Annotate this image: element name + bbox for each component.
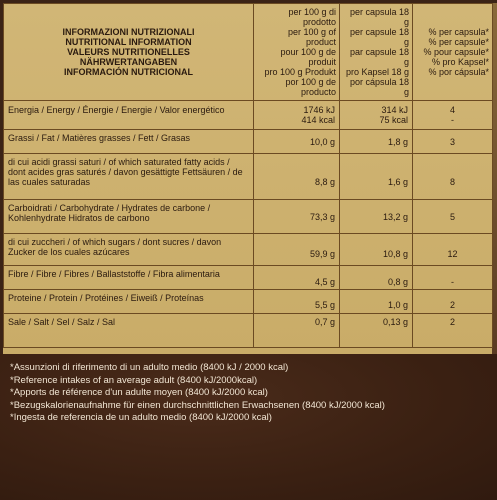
header-title-it: INFORMAZIONI NUTRIZIONALI bbox=[62, 27, 195, 37]
row-label: di cui zuccheri / of which sugars / dont sucres / davon Zucker de los cuales azúcares bbox=[4, 234, 254, 266]
nutrition-table bbox=[3, 3, 493, 348]
table-row bbox=[4, 200, 493, 234]
footnote-de: *Bezugskalorienaufnahme für einen durchschnittlichen Erwachsenen (8400 kJ/2000 kcal) bbox=[10, 399, 385, 411]
table-header-row bbox=[4, 4, 493, 101]
row-label: Fibre / Fibre / Fibres / Ballaststoffe / Fibra alimentaria bbox=[4, 266, 254, 290]
header-percap-de: pro Kapsel 18 g bbox=[345, 67, 409, 77]
header-pct-en: % per capsule* bbox=[428, 37, 489, 47]
row-percap: 1,8 g bbox=[340, 130, 413, 154]
footnote-fr: *Apports de référence d'un adulte moyen (8400 kJ/2000 kcal) bbox=[10, 387, 268, 398]
row-per100: 4,5 g bbox=[254, 266, 340, 290]
footnote-it: *Assunzioni di riferimento di un adulto medio (8400 kJ / 2000 kcal) bbox=[10, 362, 289, 373]
row-percap: 0,8 g bbox=[340, 266, 413, 290]
value: 4 bbox=[449, 105, 455, 115]
row-per100: 0,7 g bbox=[254, 314, 340, 348]
row-percap: 1,6 g bbox=[340, 154, 413, 200]
value: - bbox=[451, 115, 454, 125]
header-per100-it: per 100 g di prodotto bbox=[288, 7, 336, 27]
value: 1746 kJ bbox=[303, 105, 335, 115]
header-title-de: NÄHRWERTANGABEN bbox=[79, 57, 178, 67]
row-per100 bbox=[254, 101, 340, 130]
header-pct bbox=[413, 4, 493, 101]
footnotes bbox=[10, 362, 385, 425]
value: 314 kJ bbox=[381, 105, 408, 115]
row-pct: 2 bbox=[413, 314, 493, 348]
header-per100-de: pro 100 g Produkt bbox=[264, 67, 336, 77]
row-label: Carboidrati / Carbohydrate / Hydrates de carbone / Kohlenhydrate Hidratos de carbono bbox=[4, 200, 254, 234]
row-per100: 8,8 g bbox=[254, 154, 340, 200]
row-percap: 0,13 g bbox=[340, 314, 413, 348]
row-per100: 73,3 g bbox=[254, 200, 340, 234]
header-per100-es: por 100 g de producto bbox=[285, 77, 336, 97]
table-row bbox=[4, 101, 493, 130]
header-percap-it: per capsula 18 g bbox=[349, 7, 409, 27]
header-title-es: INFORMACIÓN NUTRICIONAL bbox=[64, 67, 193, 77]
header-title-fr: VALEURS NUTRITIONELLES bbox=[67, 47, 190, 57]
row-percap: 1,0 g bbox=[340, 290, 413, 314]
table-row bbox=[4, 314, 493, 348]
row-pct: 5 bbox=[413, 200, 493, 234]
header-pct-fr: % pour capsule* bbox=[423, 47, 489, 57]
header-per100 bbox=[254, 4, 340, 101]
header-percap-es: por cápsula 18 g bbox=[349, 77, 409, 97]
row-pct: 12 bbox=[413, 234, 493, 266]
row-label: di cui acidi grassi saturi / of which saturated fatty acids / dont acides gras saturés / davon gesättigte Fettsäuren / de las cuales saturadas bbox=[4, 154, 254, 200]
row-label: Sale / Salt / Sel / Salz / Sal bbox=[4, 314, 254, 348]
row-pct: 8 bbox=[413, 154, 493, 200]
value: 75 kcal bbox=[379, 115, 408, 125]
header-percap-fr: par capsule 18 g bbox=[349, 47, 409, 67]
header-pct-it: % per capsula* bbox=[428, 27, 489, 37]
row-percap bbox=[340, 101, 413, 130]
row-pct bbox=[413, 101, 493, 130]
header-title-en: NUTRITIONAL INFORMATION bbox=[65, 37, 192, 47]
header-percapsule bbox=[340, 4, 413, 101]
table-row bbox=[4, 266, 493, 290]
row-per100: 5,5 g bbox=[254, 290, 340, 314]
header-percap-en: per capsule 18 g bbox=[349, 27, 409, 47]
row-pct: - bbox=[413, 266, 493, 290]
header-per100-fr: pour 100 g de produit bbox=[280, 47, 336, 67]
table-row bbox=[4, 154, 493, 200]
header-pct-de: % pro Kapsel* bbox=[431, 57, 489, 67]
header-pct-es: % por cápsula* bbox=[428, 67, 489, 77]
row-pct: 2 bbox=[413, 290, 493, 314]
table-row bbox=[4, 234, 493, 266]
row-per100: 59,9 g bbox=[254, 234, 340, 266]
row-pct: 3 bbox=[413, 130, 493, 154]
footnote-es: *Ingesta de referencia de un adulto medio (8400 kJ/2000 kcal) bbox=[10, 412, 272, 423]
header-per100-en: per 100 g of product bbox=[287, 27, 336, 47]
table-row bbox=[4, 130, 493, 154]
footnote-en: *Reference intakes of an average adult (8400 kJ/2000kcal) bbox=[10, 374, 258, 386]
row-percap: 13,2 g bbox=[340, 200, 413, 234]
row-label: Energia / Energy / Énergie / Energie / Valor energético bbox=[4, 101, 254, 130]
value: 414 kcal bbox=[301, 115, 335, 125]
table-row bbox=[4, 290, 493, 314]
row-label: Grassi / Fat / Matières grasses / Fett / Grasas bbox=[4, 130, 254, 154]
header-title bbox=[4, 4, 254, 101]
row-label: Proteine / Protein / Protéines / Eiweiß / Proteínas bbox=[4, 290, 254, 314]
row-per100: 10,0 g bbox=[254, 130, 340, 154]
row-percap: 10,8 g bbox=[340, 234, 413, 266]
